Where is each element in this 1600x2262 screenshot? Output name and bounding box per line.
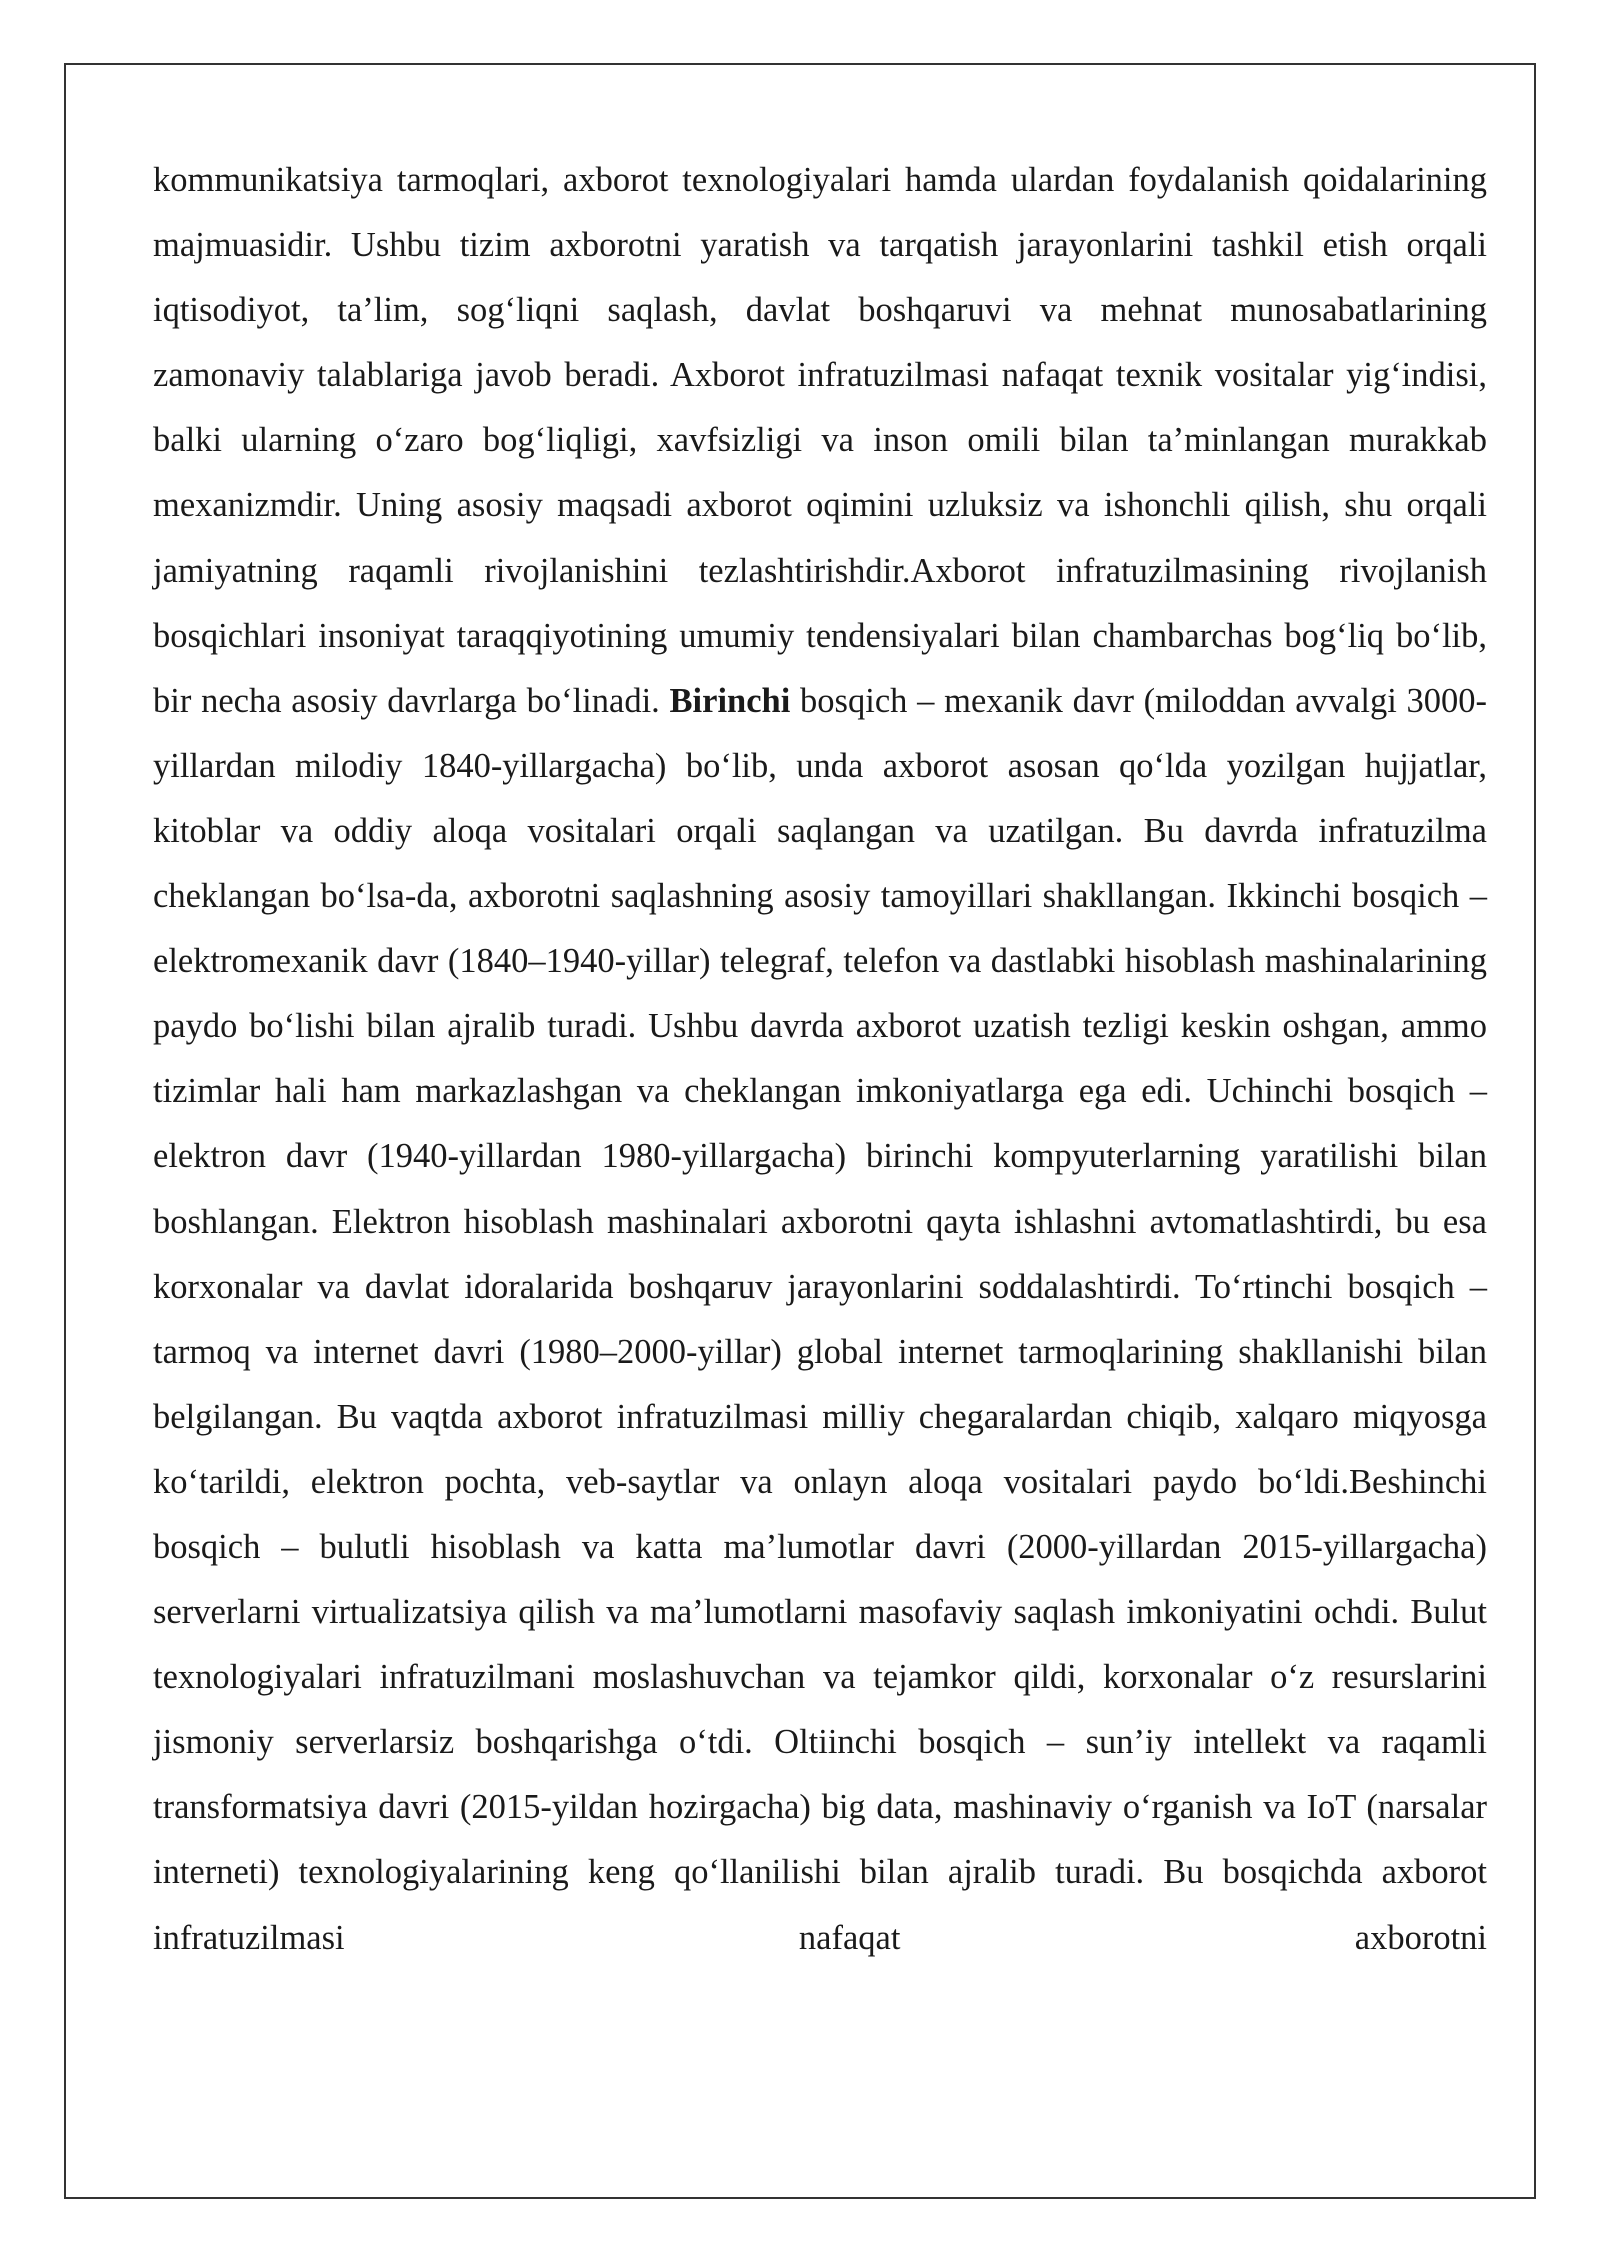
paragraph-text-part-2: bosqich – mexanik davr (miloddan avvalgi 3000-yillardan milodiy 1840-yillargacha) bo‘lib, unda axborot asosan qo‘lda yozilgan hujjatlar, kitoblar va oddiy aloqa vositalari orqali saqlangan va uzatilgan. Bu davrda infratuzilma cheklangan bo‘lsa-da, axborotni saqlashning asosiy tamoyillari shakllangan. Ikkinchi bosqich – elektromexanik davr (1840–1940-yillar) telegraf, telefon va dastlabki hisoblash mashinalarining paydo bo‘lishi bilan ajralib turadi. Ushbu davrda axborot uzatish tezligi keskin oshgan, ammo tizimlar hali ham markazlashgan va cheklangan imkoniyatlarga ega edi. Uchinchi bosqich – elektron davr (1940-yillardan 1980-yillargacha) birinchi kompyuterlarning yaratilishi bilan boshlangan. Elektron hisoblash mashinalari axborotni qayta ishlashni avtomatlashtirdi, bu esa korxonalar va davlat idoralarida boshqaruv jarayonlarini soddalashtirdi. To‘rtinchi bosqich – tarmoq va internet davri (1980–2000-yillar) global internet tarmoqlarining shakllanishi bilan belgilangan. Bu vaqtda axborot infratuzilmasi milliy chegaralardan chiqib, xalqaro miqyosga ko‘tarildi, elektron pochta, veb-saytlar va onlayn aloqa vositalari paydo bo‘ldi.Beshinchi bosqich – bulutli hisoblash va katta ma’lumotlar davri (2000-yillardan 2015-yillargacha) serverlarni virtualizatsiya qilish va ma’lumotlarni masofaviy saqlash imkoniyatini ochdi. Bulut texnologiyalari infratuzilmani moslashuvchan va tejamkor qildi, korxonalar o‘z resurslarini jismoniy serverlarsiz boshqarishga o‘tdi. Oltiinchi bosqich – sun’iy intellekt va raqamli transformatsiya davri (2015-yildan hozirgacha) big data, mashinaviy o‘rganish va IoT (narsalar interneti) texnologiyalarining keng qo‘llanilishi bilan ajralib turadi. Bu bosqichda axborot infratuzilmasi nafaqat axborotni bbox=[153, 681, 1488, 1957]
body-paragraph bbox=[153, 148, 1487, 1971]
bold-word-birinchi: Birinchi bbox=[669, 681, 791, 720]
paragraph-text-part-1: kommunikatsiya tarmoqlari, axborot texnologiyalari hamda ulardan foydalanish qoidalarining majmuasidir. Ushbu tizim axborotni yaratish va tarqatish jarayonlarini tashkil etish orqali iqtisodiyot, ta’lim, sog‘liqni saqlash, davlat boshqaruvi va mehnat munosabatlarining zamonaviy talablariga javob beradi. Axborot infratuzilmasi nafaqat texnik vositalar yig‘indisi, balki ularning o‘zaro bog‘liqligi, xavfsizligi va inson omili bilan ta’minlangan murakkab mexanizmdir. Uning asosiy maqsadi axborot oqimini uzluksiz va ishonchli qilish, shu orqali jamiyatning raqamli rivojlanishini tezlashtirishdir.Axborot infratuzilmasining rivojlanish bosqichlari insoniyat taraqqiyotining umumiy tendensiyalari bilan chambarchas bog‘liq bo‘lib, bir necha asosiy davrlarga bo‘linadi. bbox=[153, 161, 1487, 720]
